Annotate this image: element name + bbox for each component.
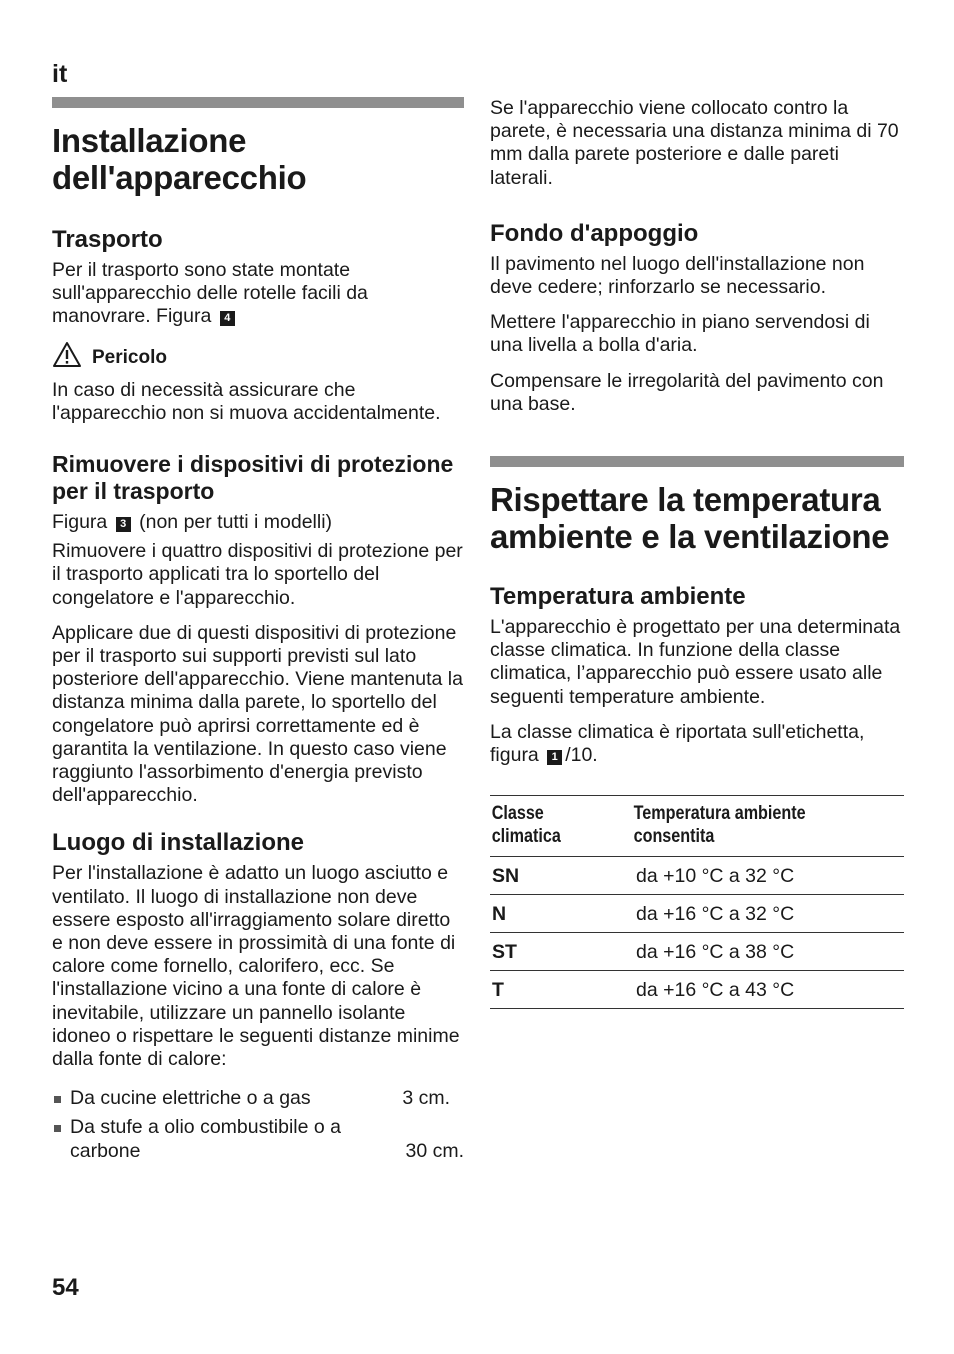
section-title-temperatura: Rispettare la temperatura ambiente e la ventilazione (490, 481, 890, 556)
bullet-square-icon (54, 1125, 61, 1132)
bullet-square-icon (54, 1096, 61, 1103)
temp-p2: La classe climatica è riportata sull'etichetta, figura 1 /10. (490, 720, 865, 767)
heading-temperatura: Temperatura ambiente (490, 583, 746, 611)
warning-text: In caso di necessità assicurare che l'apparecchio non si muova accidentalmente. (52, 378, 441, 424)
right-column (490, 97, 904, 1009)
header-classe: Classe climatica (491, 803, 561, 848)
figure-ref-3: 3 (116, 517, 131, 532)
table-row: ST da +16 °C a 38 °C (490, 933, 904, 971)
heading-trasporto: Trasporto (52, 226, 163, 253)
table-row: SN da +10 °C a 32 °C (490, 857, 904, 895)
warning-triangle-icon (52, 341, 82, 368)
fondo-p1: Il pavimento nel luogo dell'installazione non deve cedere; rinforzarlo se necessario. (490, 252, 865, 299)
fondo-p2: Mettere l'apparecchio in piano servendosi di una livella a bolla d'aria. (490, 311, 870, 357)
language-tag: it (52, 60, 68, 88)
climate-class-table (490, 795, 904, 1009)
header-temperatura: Temperatura ambiente consentita (633, 803, 806, 848)
list-item: Da stufe a olio combustibile o a carbone 30 cm. (52, 1116, 464, 1162)
warning-block (52, 341, 464, 369)
table-header-row (490, 796, 904, 857)
figure-ref-1: 1 (547, 750, 562, 765)
list-item: Da cucine elettriche o a gas 3 cm. (52, 1087, 464, 1110)
rimuovere-figure-line: Figura 3 (non per tutti i modelli) (52, 511, 333, 534)
left-column (52, 97, 464, 1169)
section-bar (490, 456, 904, 467)
temp-p1: L'apparecchio è progettato per una determinata classe climatica. In funzione della classe climatica, l’apparecchio può essere usato alle seguenti temperature ambiente. (490, 616, 901, 708)
table-row: N da +16 °C a 32 °C (490, 895, 904, 933)
section-bar (52, 97, 464, 108)
heading-fondo: Fondo d'appoggio (490, 219, 699, 247)
heading-luogo: Luogo di installazione (52, 829, 304, 857)
page-number: 54 (52, 1274, 79, 1301)
distance-list (52, 1087, 464, 1163)
trasporto-text: Per il trasporto sono state montate sull'apparecchio delle rotelle facili da manovrare. Figura 4 (52, 259, 368, 328)
intro-text: Se l'apparecchio viene collocato contro la parete, è necessaria una distanza minima di 70 mm dalla parete posteriore e dalle pareti laterali. (490, 97, 899, 189)
table-row: T da +16 °C a 43 °C (490, 971, 904, 1009)
rimuovere-p1: Rimuovere i quattro dispositivi di protezione per il trasporto applicati tra lo sportello del congelatore e l'apparecchio. (52, 540, 463, 609)
warning-label: Pericolo (92, 346, 167, 368)
heading-rimuovere: Rimuovere i dispositivi di protezione per il trasporto (52, 451, 454, 505)
rimuovere-p2: Applicare due di questi dispositivi di protezione per il trasporto sui supporti previsti sul lato posteriore dell'apparecchio. Viene mantenuta la distanza minima dalla parete, lo sportello del congelatore può aprirsi correttamente ed è garantita la ventilazione. In questo caso viene raggiunto l'assorbimento d'energia previsto dell'apparecchio. (52, 621, 463, 807)
luogo-text: Per l'installazione è adatto un luogo asciutto e ventilato. Il luogo di installazione non deve essere esposto all'irraggiamento solare diretto e non deve essere in prossimità di una fonte di calore come fornello, calorifero, ecc. Se l'installazione vicino a una fonte di calore è inevitabile, utilizzare un pannello isolante idoneo o rispettare le seguenti distanze minime dalla fonte di calore: (52, 862, 460, 1071)
page-title: Installazione dell'apparecchio (52, 122, 307, 196)
fondo-p3: Compensare le irregolarità del pavimento con una base. (490, 369, 884, 415)
figure-ref-4: 4 (220, 311, 235, 326)
